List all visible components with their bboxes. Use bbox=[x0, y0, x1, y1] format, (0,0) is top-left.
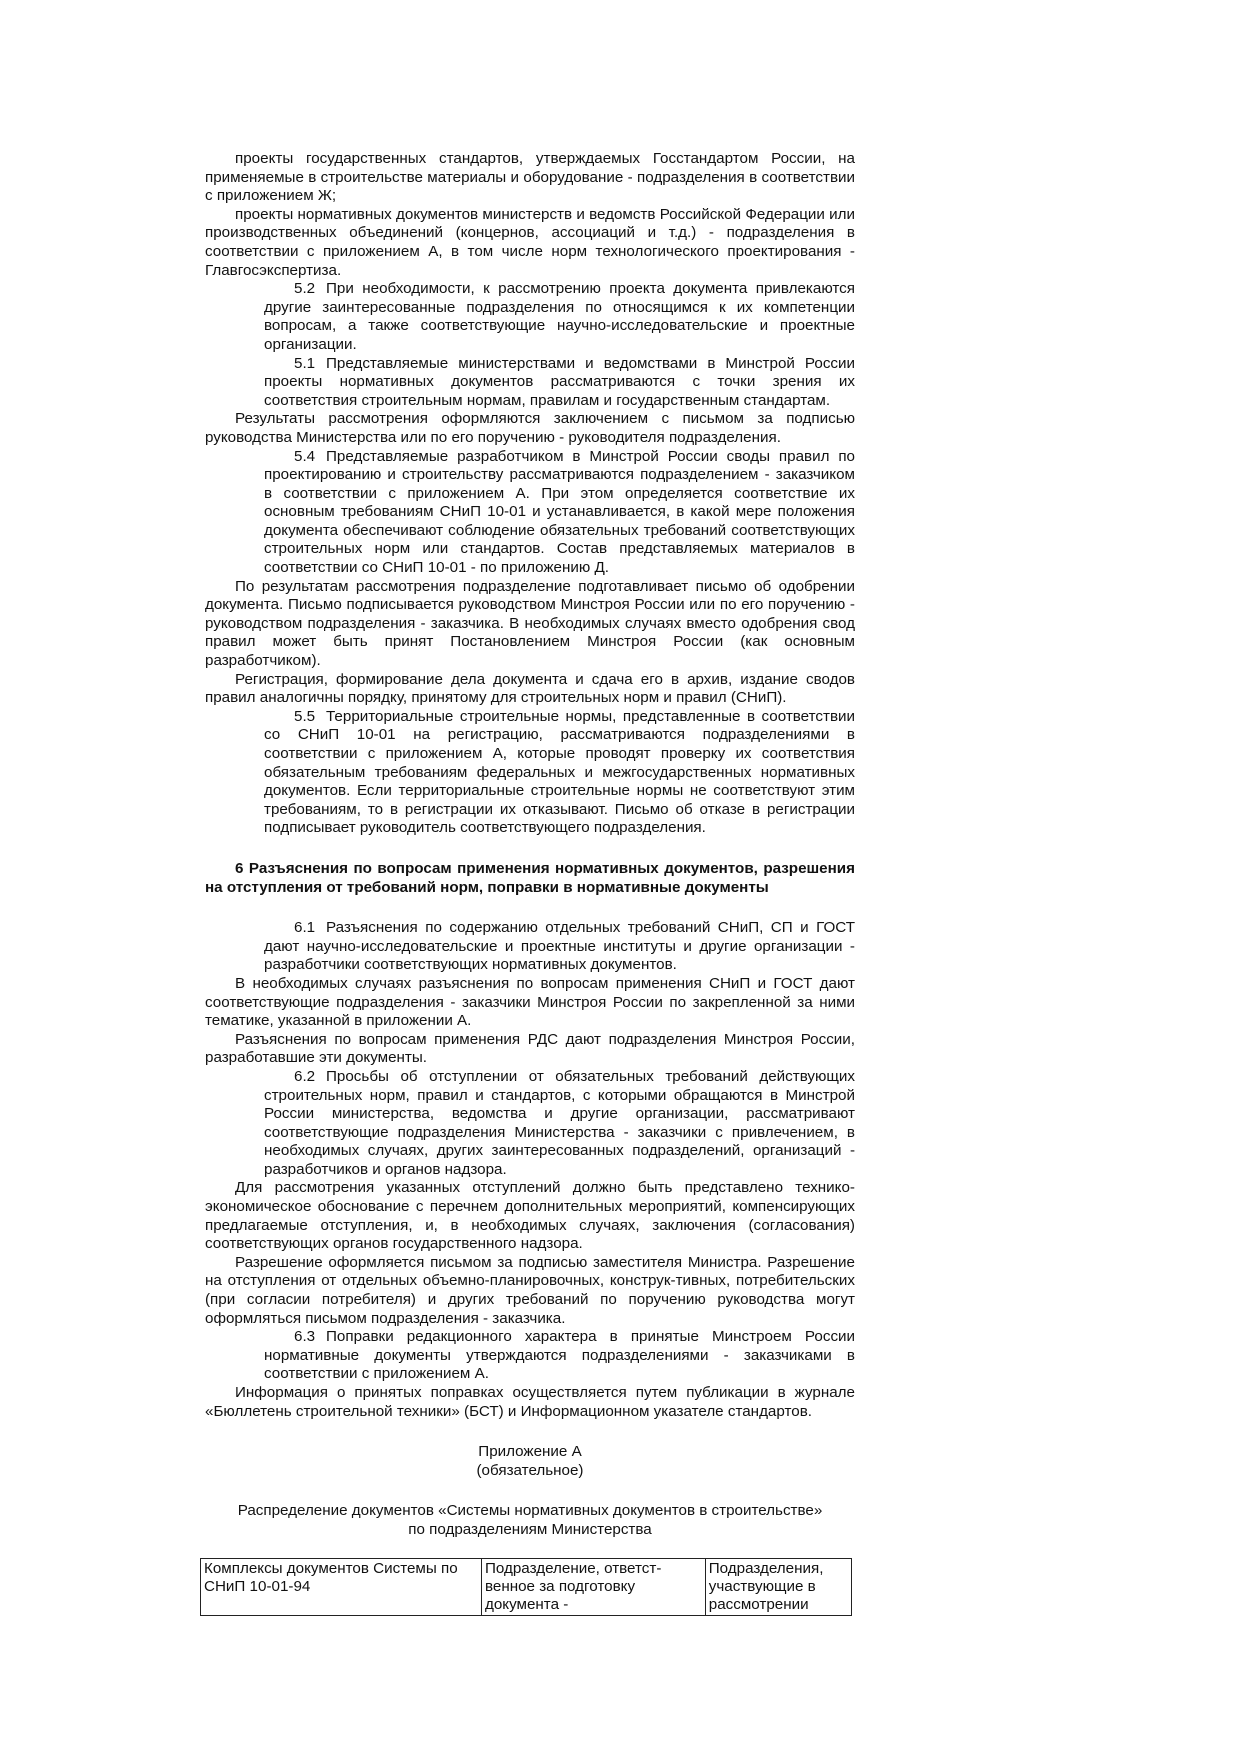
paragraph-text: Представляемые разработчиком в Минстрой России своды правил по проектированию и строительству рассматриваются подразделением - заказчиком в соответствии с приложением А. При этом определяется соответствие их основным требованиям СНиП 10-01 и устанавливается, в какой мере положения документа обеспечивают соблюдение обязательных требований соответствующих строительных норм или стандартов. Состав представляемых материалов в соответствии со СНиП 10-01 - по приложению Д. bbox=[264, 447, 855, 577]
table-header-cell: Подразделение, ответст-венное за подготовку документа - bbox=[481, 1558, 705, 1615]
table-header-cell: Подразделения, участвующие в рассмотрении bbox=[705, 1558, 851, 1615]
paragraph-number: 6.2 bbox=[294, 1067, 316, 1085]
appendix-subtitle: (обязательное) bbox=[476, 1461, 584, 1479]
paragraph: Разъяснения по вопросам применения РДС дают подразделения Минстроя России, разработавшие эти документы. bbox=[205, 1030, 855, 1067]
paragraph: Информация о принятых поправках осуществляется путем публикации в журнале «Бюллетень строительной техники» (БСТ) и Информационном указателе стандартов. bbox=[205, 1384, 855, 1420]
paragraph-number: 6.3 bbox=[294, 1328, 316, 1346]
section-6-heading: 6 Разъяснения по вопросам применения нормативных документов, разрешения на отступления от требований норм, поправки в нормативные документы bbox=[205, 859, 855, 896]
numbered-paragraph bbox=[264, 1068, 855, 1180]
numbered-paragraph bbox=[264, 919, 855, 975]
paragraph: По результатам рассмотрения подразделение подготавливает письмо об одобрении документа. Письмо подписывается руководством Минстроя России или по его поручению - руководством подразделения - заказчика. В необходимых случаях вместо одобрения свод правил может быть принят Постановлением Минстроя России (как основным разработчиком). bbox=[205, 577, 855, 670]
paragraph: Результаты рассмотрения оформляются заключением с письмом за подписью руководства Министерства или по его поручению - руководителя подразделения. bbox=[205, 410, 855, 446]
paragraph: В необходимых случаях разъяснения по вопросам применения СНиП и ГОСТ дают соответствующие подразделения - заказчики Минстроя России по закрепленной за ними тематике, указанной в приложении А. bbox=[205, 974, 855, 1030]
paragraph: Для рассмотрения указанных отступлений должно быть представлено технико-экономическое обоснование с перечнем дополнительных мероприятий, компенсирующих предлагаемые отступления, и, в необходимых случаях, заключения (согласования) соответствующих органов государственного надзора. bbox=[205, 1179, 855, 1253]
section-6-text bbox=[205, 919, 855, 1421]
appendix-caption-line2: по подразделениям Министерства bbox=[408, 1520, 652, 1538]
paragraph-text: Поправки редакционного характера в принятые Минстроем России нормативные документы утверждаются подразделениями - заказчиками в соответствии с приложением А. bbox=[264, 1328, 855, 1383]
numbered-paragraph bbox=[264, 280, 855, 354]
paragraph-number: 6.1 bbox=[294, 919, 316, 937]
paragraph-text: Разъяснения по содержанию отдельных требований СНиП, СП и ГОСТ дают научно-исследовательские и проектные институты и другие организации - разработчики соответствующих нормативных документов. bbox=[264, 919, 855, 974]
paragraph: Регистрация, формирование дела документа и сдача его в архив, издание сводов правил аналогичны порядку, принятому для строительных норм и правил (СНиП). bbox=[205, 670, 855, 707]
table-header-row bbox=[201, 1558, 852, 1615]
appendix-title: Приложение А bbox=[478, 1443, 582, 1461]
appendix-a bbox=[205, 1443, 855, 1615]
paragraph: проекты нормативных документов министерств и ведомств Российской Федерации или производственных объединений (концернов, ассоциаций и т.д.) - подразделения в соответствии с приложением А, в том числе норм технологического проектирования - Главгосэкспертиза. bbox=[205, 205, 855, 279]
paragraph-number: 5.2 bbox=[294, 280, 316, 298]
document-page bbox=[205, 150, 855, 1616]
numbered-paragraph bbox=[264, 1328, 855, 1384]
section-5-text bbox=[205, 150, 855, 838]
appendix-caption-line1: Распределение документов «Системы нормативных документов в строительстве» bbox=[237, 1502, 823, 1520]
paragraph-text: Территориальные строительные нормы, представленные в соответствии со СНиП 10-01 на регистрацию, рассматриваются подразделениями в соответствии с приложением А, которые проводят проверку их соответствия обязательным требованиям федеральных и межгосударственных нормативных документов. Если территориальные строительные нормы не соответствуют этим требованиям, то в регистрации их отказывают. Письмо об отказе в регистрации подписывает руководитель соответствующего подразделения. bbox=[264, 707, 855, 837]
numbered-paragraph bbox=[264, 355, 855, 411]
table-header-cell: Комплексы документов Системы по СНиП 10-01-94 bbox=[201, 1558, 482, 1615]
paragraph-text: Просьбы об отступлении от обязательных требований действующих строительных норм, правил и стандартов, с которыми обращаются в Минстрой России министерства, ведомства и другие организации, рассматривают соответствующие подразделения Министерства - заказчики с привлечением, в необходимых случаях, других заинтересованных подразделений, организаций - разработчиков и органов надзора. bbox=[264, 1067, 855, 1178]
distribution-table bbox=[200, 1558, 852, 1616]
paragraph-text: Представляемые министерствами и ведомствами в Минстрой России проекты нормативных документов рассматриваются с точки зрения их соответствия строительным нормам, правилам и государственным стандартам. bbox=[264, 354, 855, 409]
paragraph-number: 5.5 bbox=[294, 707, 316, 725]
paragraph-text: При необходимости, к рассмотрению проекта документа привлекаются другие заинтересованные подразделения по относящимся к их компетенции вопросам, а также соответствующие научно-исследовательские и проектные организации. bbox=[264, 280, 855, 353]
paragraph-number: 5.1 bbox=[294, 354, 316, 372]
paragraph-number: 5.4 bbox=[294, 447, 316, 465]
numbered-paragraph bbox=[264, 708, 855, 838]
numbered-paragraph bbox=[264, 448, 855, 578]
appendix-caption bbox=[205, 1502, 855, 1539]
paragraph: Разрешение оформляется письмом за подписью заместителя Министра. Разрешение на отступления от отдельных объемно-планировочных, конструк-тивных, потребительских (при согласии потребителя) и других требований по поручению руководства могут оформляться письмом подразделения - заказчика. bbox=[205, 1253, 855, 1327]
paragraph: проекты государственных стандартов, утверждаемых Госстандартом России, на применяемые в строительстве материалы и оборудование - подразделения в соответствии с приложением Ж; bbox=[205, 150, 855, 205]
